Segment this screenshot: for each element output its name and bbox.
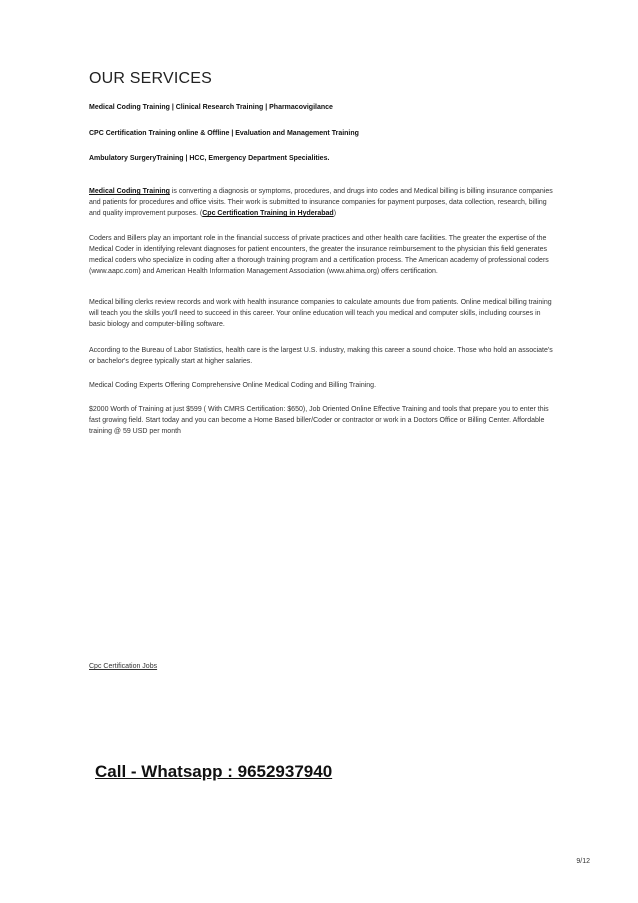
- page-title: OUR SERVICES: [89, 70, 213, 87]
- paragraph-billing-clerks: Medical billing clerks review records and work with health insurance companies to calculate amounts due from patients. Online medical billing training will teach you the skills you'll need to succeed in this career. Your online education will teach you medical and computer skills, including courses in basic biology and computer-billing software.: [89, 299, 552, 328]
- services-line-3: Ambulatory SurgeryTraining | HCC, Emergency Department Specialities.: [89, 155, 330, 162]
- paragraph-coding-experts: Medical Coding Experts Offering Comprehensive Online Medical Coding and Billing Training.: [89, 382, 377, 389]
- paragraph-intro: [89, 186, 555, 219]
- page-number: 9/12: [576, 858, 590, 865]
- paragraph-intro-text: is converting a diagnosis or symptoms, procedures, and drugs into codes and Medical billing is billing insurance companies and patients for procedures and office visits. Their work is submitted to insurance companies for payment purposes, data collection, research, billing and quality improvement purposes. (: [89, 188, 553, 217]
- medical-coding-training-link[interactable]: Medical Coding Training: [89, 188, 170, 195]
- paragraph-intro-end: ): [333, 210, 337, 217]
- call-whatsapp-callout[interactable]: Call - Whatsapp : 9652937940: [95, 762, 333, 781]
- cpc-certification-jobs-link[interactable]: Cpc Certification Jobs: [89, 663, 158, 670]
- services-line-1: Medical Coding Training | Clinical Research Training | Pharmacovigilance: [89, 104, 333, 111]
- cpc-training-hyderabad-link[interactable]: Cpc Certification Training in Hyderabad: [202, 210, 334, 217]
- paragraph-coders-billers: Coders and Billers play an important role in the financial success of private practices and other health care facilities. The greater the expertise of the Medical Coder in identifying relevant diagnoses for patient encounters, the greater the insurance reimbursement to the physician this field generates medical coders who specialize in coding after a thorough training program and a certification process. The American academy of professional coders (www.aapc.com) and American Health Information Management Association (www.ahima.org) offers certification.: [89, 235, 549, 275]
- paragraph-labor-statistics: According to the Bureau of Labor Statistics, health care is the largest U.S. industry, making this career a sound choice. Those who hold an associate's or bachelor's degree typically start at higher salaries.: [89, 347, 553, 365]
- paragraph-pricing: $2000 Worth of Training at just $599 ( With CMRS Certification: $650), Job Oriented Online Effective Training and tools that prepare you to enter this fast growing field. Start today and you can become a Home Based biller/Coder or contractor or work in a Doctors Office or Billing Center. Affordable training @ 59 USD per month: [89, 406, 549, 435]
- services-line-2: CPC Certification Training online & Offline | Evaluation and Management Training: [89, 130, 359, 137]
